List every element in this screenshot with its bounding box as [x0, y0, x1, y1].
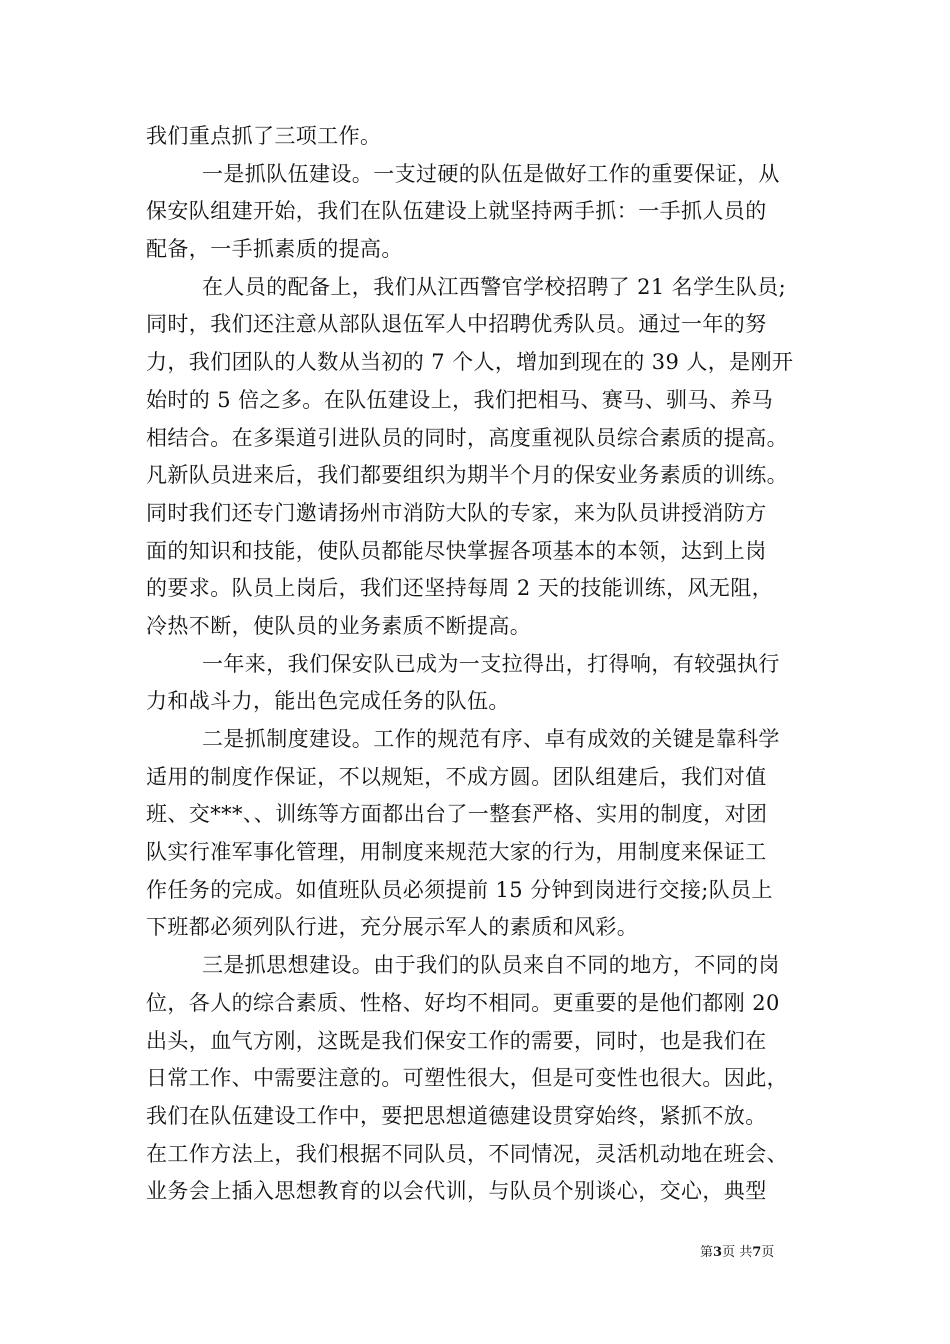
text-line: 班、交***、、训练等方面都出台了一整套严格、实用的制度，对团	[146, 802, 768, 827]
text-line: 出头，血气方刚，这既是我们保安工作的需要，同时，也是我们在	[146, 1028, 767, 1053]
footer-prefix: 第	[700, 1245, 714, 1260]
text-line: 位，各人的综合素质、性格、好均不相同。更重要的是他们都刚 20	[146, 990, 780, 1015]
total-pages-number: 7	[752, 1245, 762, 1260]
text-line: 三是抓思想建设。由于我们的队员来自不同的地方，不同的岗	[202, 953, 780, 978]
text-line: 力，我们团队的人数从当初的 7 个人，增加到现在的 39 人，是刚开	[146, 350, 794, 375]
text-line: 我们在队伍建设工作中，要把思想道德建设贯穿始终，紧抓不放。	[146, 1103, 767, 1128]
text-line: 日常工作、中需要注意的。可塑性很大，但是可变性也很大。因此，	[146, 1066, 788, 1091]
text-line: 队实行准军事化管理，用制度来规范大家的行为，用制度来保证工	[146, 840, 767, 865]
text-line: 同时，我们还注意从部队退伍军人中招聘优秀队员。通过一年的努	[146, 312, 767, 337]
text-line: 冷热不断，使队员的业务素质不断提高。	[146, 613, 532, 638]
text-line: 始时的 5 倍之多。在队伍建设上，我们把相马、赛马、驯马、养马	[146, 387, 774, 412]
text-line: 二是抓制度建设。工作的规范有序、卓有成效的关键是靠科学	[202, 727, 780, 751]
text-line: 的要求。队员上岗后，我们还坚持每周 2 天的技能训练，风无阻，	[146, 576, 774, 601]
text-line: 业务会上插入思想教育的以会代训，与队员个别谈心，交心，典型	[146, 1179, 767, 1204]
footer-suffix: 页	[761, 1245, 775, 1260]
text-line: 我们重点抓了三项工作。	[146, 124, 382, 148]
text-line: 凡新队员进来后，我们都要组织为期半个月的保安业务素质的训练。	[146, 463, 788, 488]
text-line: 相结合。在多渠道引进队员的同时，高度重视队员综合素质的提高。	[146, 425, 788, 450]
page-footer	[700, 1244, 820, 1262]
document-body	[146, 118, 816, 1211]
text-line: 同时我们还专门邀请扬州市消防大队的专家，来为队员讲授消防方	[146, 500, 767, 525]
text-line: 面的知识和技能，使队员都能尽快掌握各项基本的本领，达到上岗	[146, 538, 767, 563]
footer-middle: 页 共	[722, 1245, 753, 1260]
text-line: 下班都必须列队行进，充分展示军人的素质和风彩。	[146, 915, 639, 940]
current-page-number: 3	[713, 1245, 723, 1260]
text-line: 一是抓队伍建设。一支过硬的队伍是做好工作的重要保证，从	[202, 161, 780, 186]
text-line: 作任务的完成。如值班队员必须提前 15 分钟到岗进行交接;队员上	[146, 877, 773, 902]
text-line: 在工作方法上，我们根据不同队员，不同情况，灵活机动地在班会、	[146, 1141, 788, 1166]
text-line: 力和战斗力，能出色完成任务的队伍。	[146, 689, 510, 714]
text-line: 配备，一手抓素质的提高。	[146, 237, 403, 262]
text-line: 保安队组建开始，我们在队伍建设上就坚持两手抓：一手抓人员的	[146, 199, 767, 224]
text-line: 在人员的配备上，我们从江西警官学校招聘了 21 名学生队员;	[202, 274, 787, 299]
text-line: 适用的制度作保证，不以规矩，不成方圆。团队组建后，我们对值	[146, 764, 767, 789]
text-line: 一年来，我们保安队已成为一支拉得出，打得响，有较强执行	[202, 651, 780, 676]
